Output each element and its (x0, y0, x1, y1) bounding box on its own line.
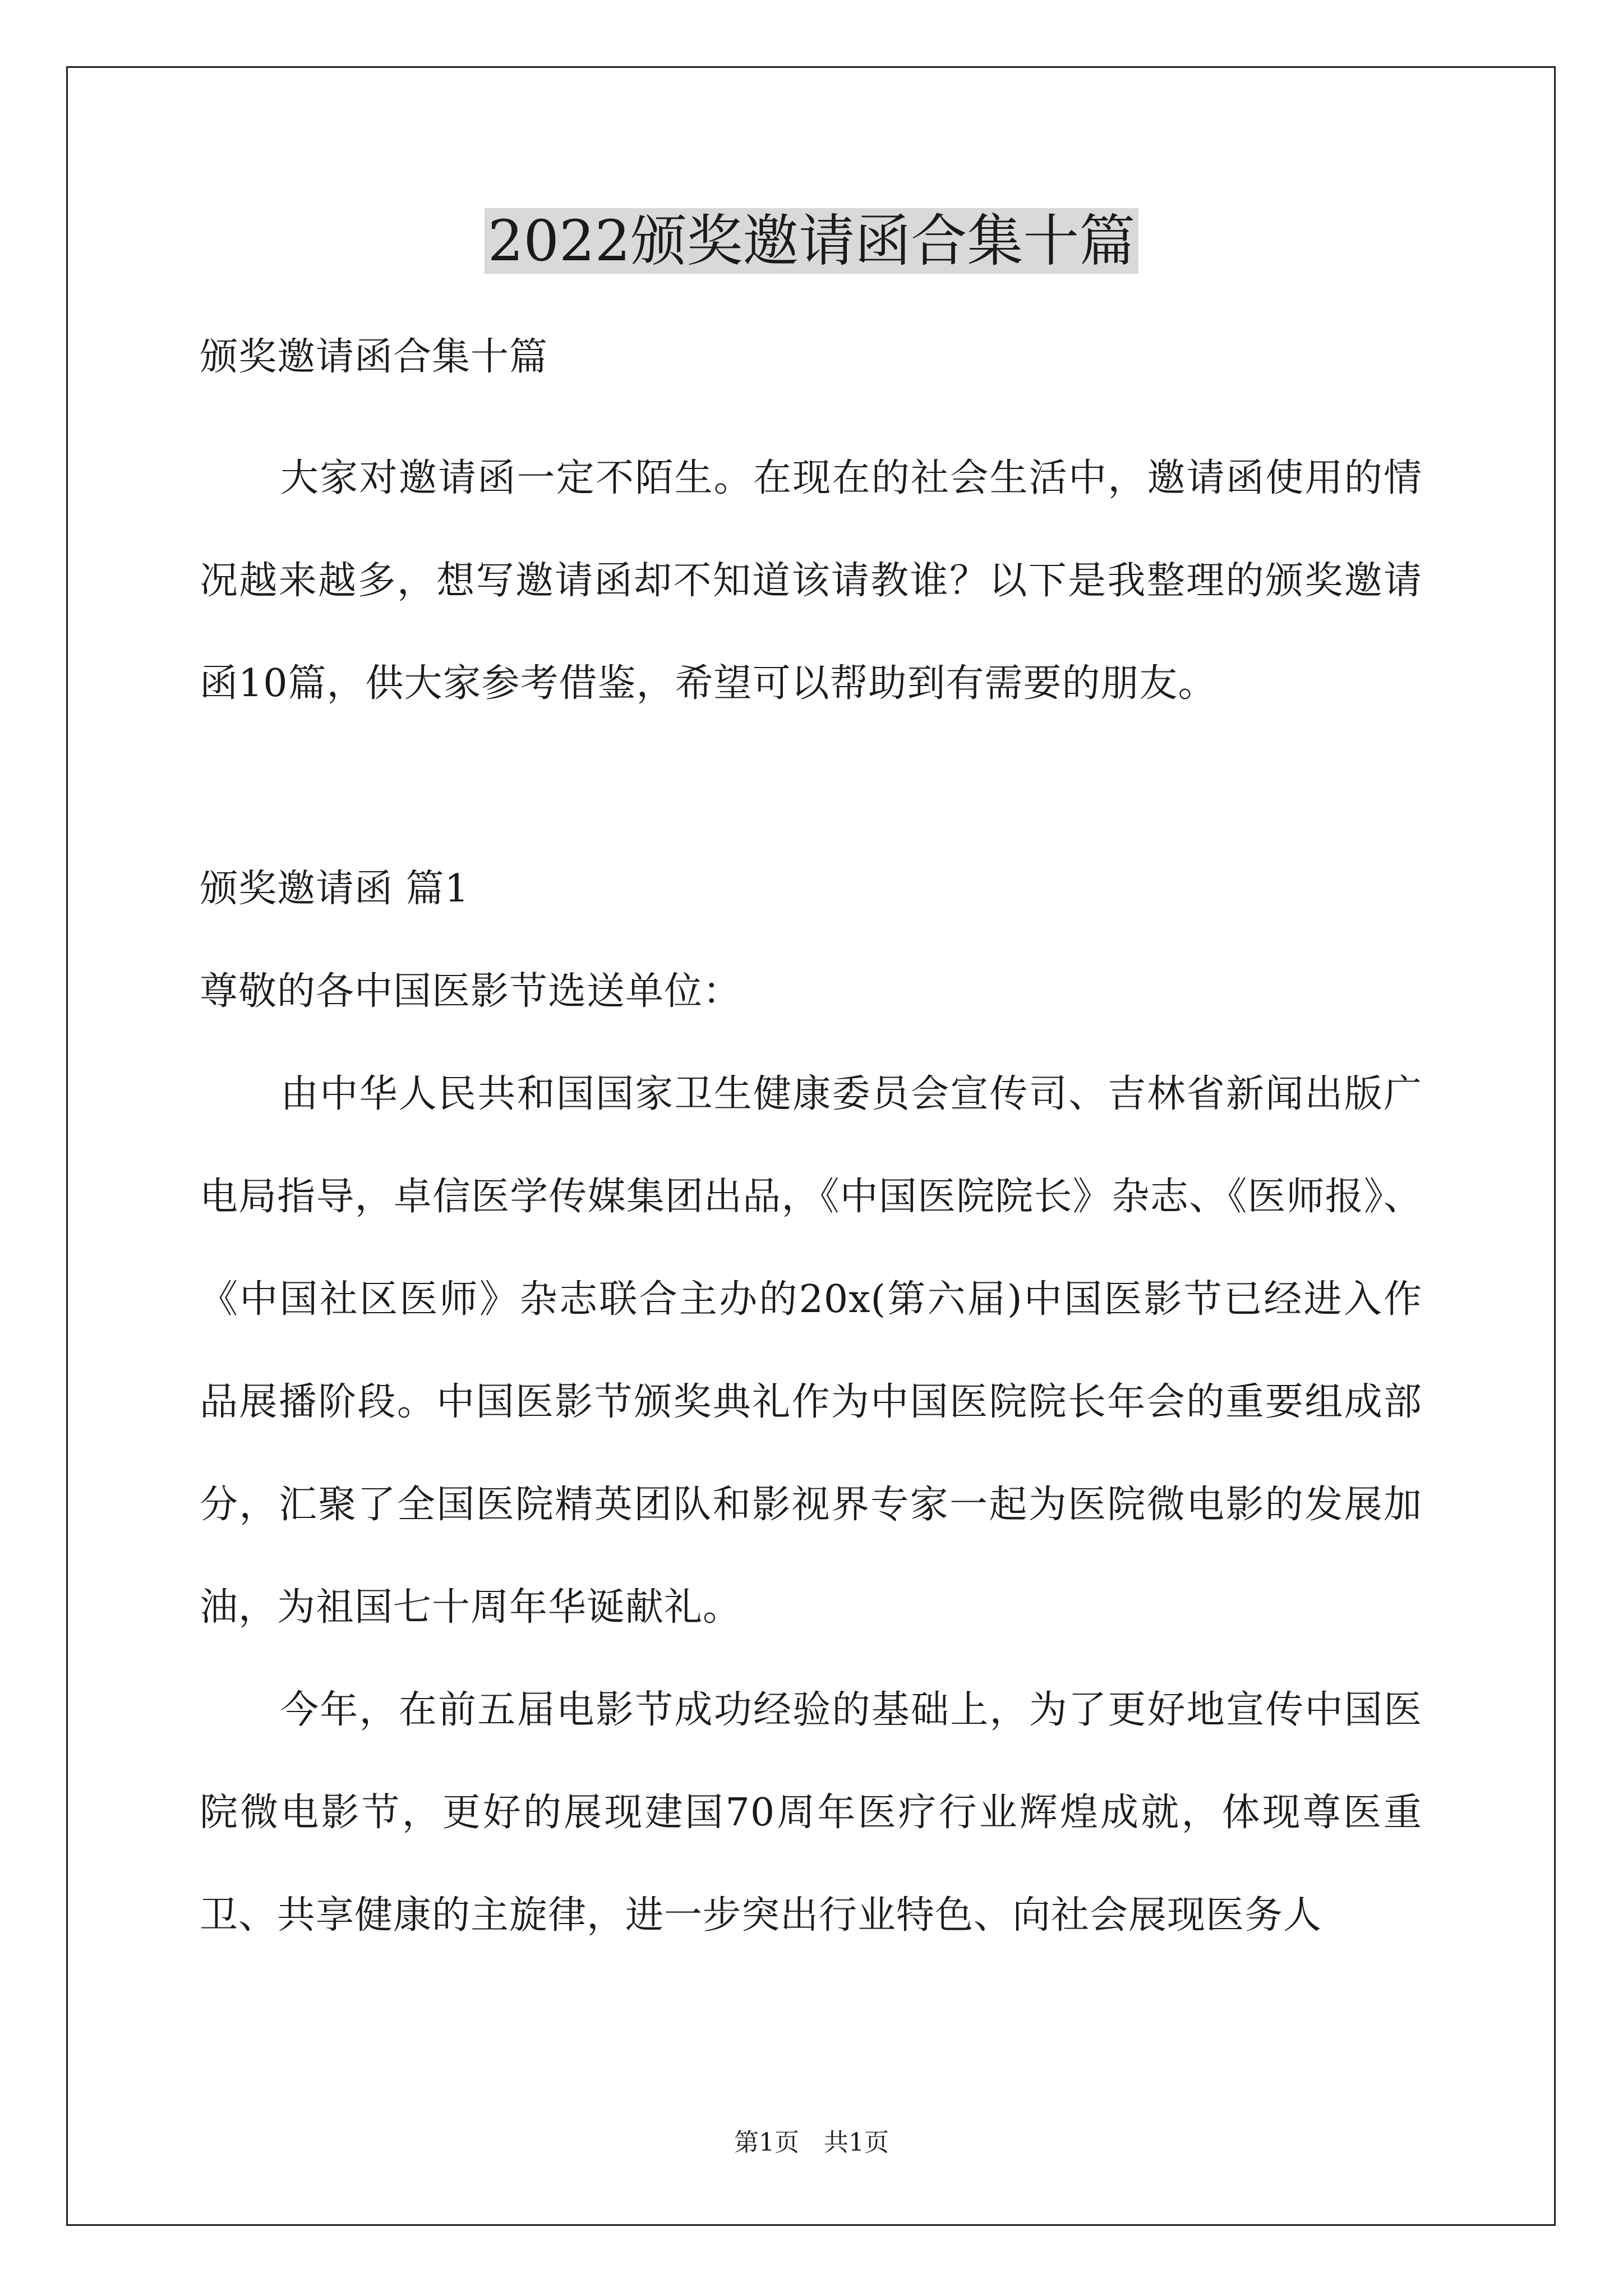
page-footer: 第1页 共1页 (734, 2128, 889, 2157)
document-title-text: 2022颁奖邀请函合集十篇 (485, 208, 1139, 274)
document-subtitle: 颁奖邀请函合集十篇 (200, 335, 548, 379)
document-body (200, 306, 1422, 1967)
intro-paragraph: 大家对邀请函一定不陌生。在现在的社会生活中，邀请函使用的情况越来越多，想写邀请函却不知道该请教谁？以下是我整理的颁奖邀请函10篇，供大家参考借鉴，希望可以帮助到有需要的朋友。 (200, 456, 1422, 706)
spacer (200, 408, 1422, 427)
spacer (200, 735, 1422, 838)
body-paragraph-2: 今年，在前五届电影节成功经验的基础上，为了更好地宣传中国医院微电影节，更好的展现建国70周年医疗行业辉煌成就，体现尊医重卫、共享健康的主旋律，进一步突出行业特色、向社会展现医务人 (200, 1688, 1422, 1938)
salutation: 尊敬的各中国医影节选送单位： (200, 969, 742, 1014)
section-heading: 颁奖邀请函 篇1 (200, 867, 469, 911)
body-paragraph-1: 由中华人民共和国国家卫生健康委员会宣传司、吉林省新闻出版广电局指导，卓信医学传媒集团出品，《中国医院院长》杂志、《医师报》、《中国社区医师》杂志联合主办的20x(第六届)中国医影节已经进入作品展播阶段。中国医影节颁奖典礼作为中国医院院长年会的重要组成部分，汇聚了全国医院精英团队和影视界专家一起为医院微电影的发展加油，为祖国七十周年华诞献礼。 (200, 1072, 1422, 1630)
document-title (0, 202, 1623, 280)
